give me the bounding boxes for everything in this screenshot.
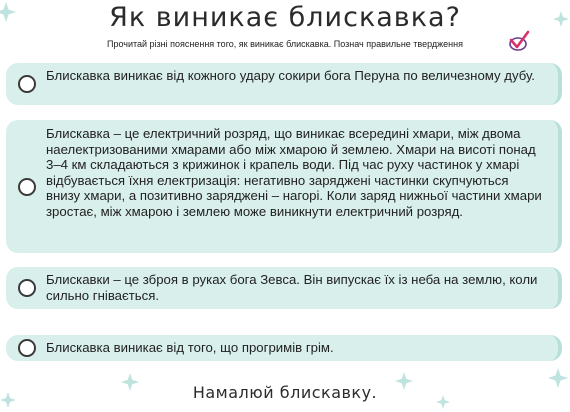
instructions: Прочитай різні пояснення того, як виникає блискавка. Познач правильне твердження: [106, 39, 464, 49]
drawing-prompt: Намалюй блискавку.: [192, 383, 378, 402]
radio-button[interactable]: [18, 75, 36, 93]
star-icon: [0, 2, 16, 22]
answer-option-3[interactable]: [6, 267, 562, 309]
answer-option-text: Блискавки – це зброя в руках бога Зевса. Він випускає їх із неба на землю, коли сильно гнівається.: [46, 272, 538, 303]
radio-button[interactable]: [18, 178, 36, 196]
answer-option-1[interactable]: [6, 63, 562, 105]
answer-option-4[interactable]: [6, 335, 562, 361]
radio-button[interactable]: [18, 339, 36, 357]
radio-button[interactable]: [18, 279, 36, 297]
checkmark-badge-icon: [506, 30, 532, 52]
answer-option-2[interactable]: [6, 120, 562, 253]
star-icon: [553, 11, 569, 27]
answer-option-text: Блискавка – це електричний розряд, що виникає всередині хмари, між двома наелектризованими хмарами або між хмарою й землею. Хмари на висоті понад 3–4 км складаються з крижинок і крапель води. Під час руху частинок у хмарі відбувається їхня електризація: негативно заряджені частинки скупчуються внизу хмари, а позитивно заряджені – нагорі. Коли заряд нижньої частини хмари зростає, між хмарою і землею може виникнути електричний розряд.: [46, 126, 542, 219]
answer-option-text: Блискавка виникає від того, що прогримів грім.: [46, 340, 334, 355]
page-title: Як виникає блискавка?: [109, 2, 461, 33]
answer-option-text: Блискавка виникає від кожного удару сокири бога Перуна по величезному дубу.: [46, 68, 535, 83]
